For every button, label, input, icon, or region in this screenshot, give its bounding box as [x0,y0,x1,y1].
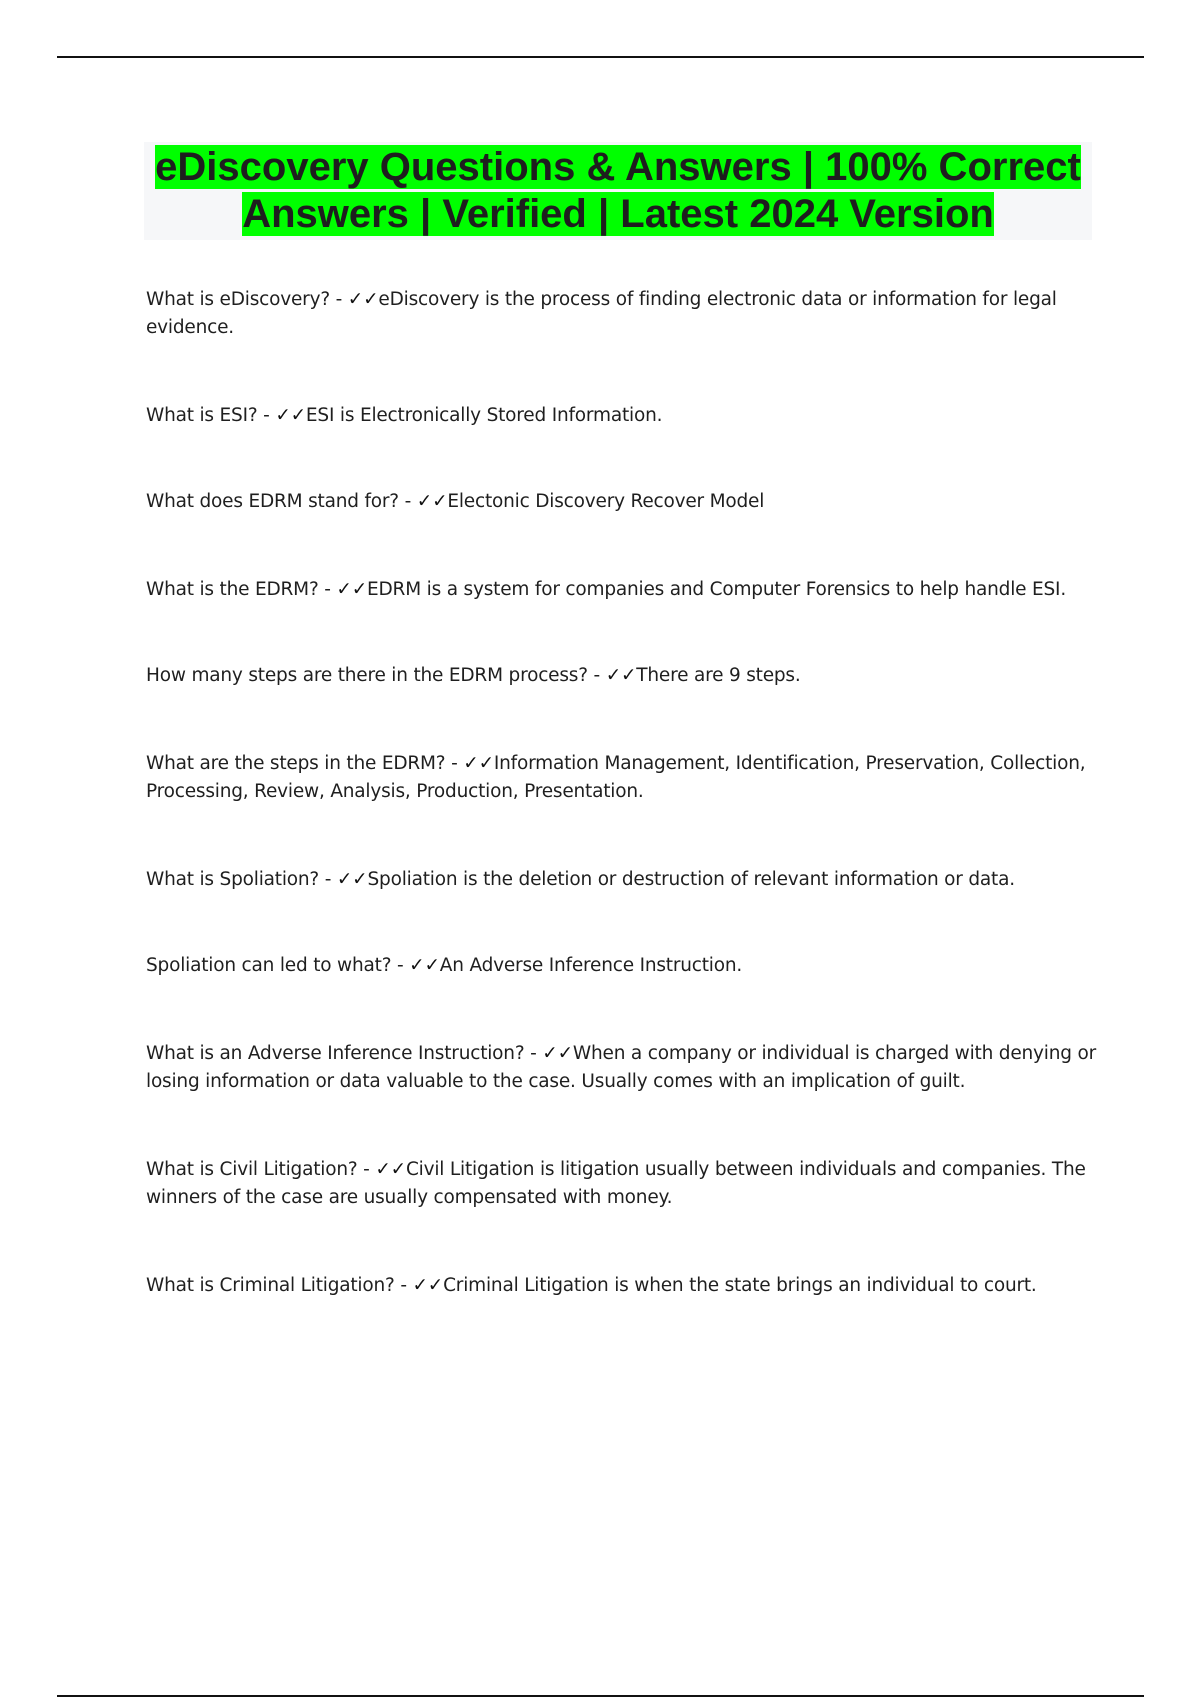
double-check-icon: ✓✓ [542,1043,573,1064]
page-title: eDiscovery Questions & Answers | 100% Correct Answers | Verified | Latest 2024 Version [155,145,1081,236]
qa-item [146,402,1096,430]
question-text: What is the EDRM? [146,579,319,600]
qa-separator: - [318,579,337,600]
qa-item [146,866,1096,894]
question-text: What does EDRM stand for? [146,491,399,512]
qa-separator: - [391,955,410,976]
question-text: What are the steps in the EDRM? [146,753,446,774]
answer-text: EDRM is a system for companies and Computer Forensics to help handle ESI. [367,579,1066,600]
bottom-rule [57,1695,1144,1697]
double-check-icon: ✓✓ [463,753,494,774]
answer-text: There are 9 steps. [636,665,801,686]
qa-item [146,1040,1096,1096]
answer-text: Civil Litigation is litigation usually between individuals and companies. The winners of the case are usually compensated with money. [146,1159,1086,1208]
double-check-icon: ✓✓ [416,491,448,512]
double-check-icon: ✓✓ [605,665,637,686]
qa-separator: - [394,1275,413,1296]
double-check-icon: ✓✓ [409,955,440,976]
answer-text: An Adverse Inference Instruction. [439,955,743,976]
qa-separator: - [445,753,464,774]
answer-text: Electonic Discovery Recover Model [447,491,765,512]
title-block [144,142,1092,240]
qa-item [146,750,1096,806]
double-check-icon: ✓✓ [275,405,306,426]
double-check-icon: ✓✓ [347,289,379,310]
answer-text: eDiscovery is the process of finding electronic data or information for legal evidence. [146,289,1057,338]
double-check-icon: ✓✓ [375,1159,406,1180]
qa-separator: - [329,289,348,310]
answer-text: ESI is Electronically Stored Information. [305,405,663,426]
question-text: What is Spoliation? [146,869,320,890]
qa-item [146,488,1096,516]
qa-item [146,952,1096,980]
question-text: What is Criminal Litigation? [146,1275,395,1296]
double-check-icon: ✓✓ [336,579,368,600]
question-text: What is an Adverse Inference Instruction? [146,1043,525,1064]
qa-separator: - [587,665,606,686]
question-text: What is Civil Litigation? [146,1159,358,1180]
qa-item [146,1156,1096,1212]
top-rule [57,56,1144,58]
qa-separator: - [524,1043,543,1064]
answer-text: Spoliation is the deletion or destruction of relevant information or data. [367,869,1015,890]
qa-separator: - [319,869,337,890]
qa-item [146,1272,1096,1300]
question-text: What is eDiscovery? [146,289,330,310]
qa-separator: - [257,405,276,426]
qa-item [146,286,1096,342]
answer-text: Criminal Litigation is when the state brings an individual to court. [443,1275,1037,1296]
qa-separator: - [398,491,417,512]
answer-text: When a company or individual is charged with denying or losing information or data valuable to the case. Usually comes with an implication of guilt. [146,1043,1097,1092]
qa-item [146,662,1096,690]
qa-item [146,576,1096,604]
qa-list [146,286,1096,1300]
double-check-icon: ✓✓ [412,1275,444,1296]
qa-separator: - [357,1159,376,1180]
answer-text: Information Management, Identification, Preservation, Collection, Processing, Review, Analysis, Production, Presentation. [146,753,1086,802]
double-check-icon: ✓✓ [336,869,368,890]
question-text: How many steps are there in the EDRM process? [146,665,588,686]
question-text: What is ESI? [146,405,258,426]
question-text: Spoliation can led to what? [146,955,392,976]
